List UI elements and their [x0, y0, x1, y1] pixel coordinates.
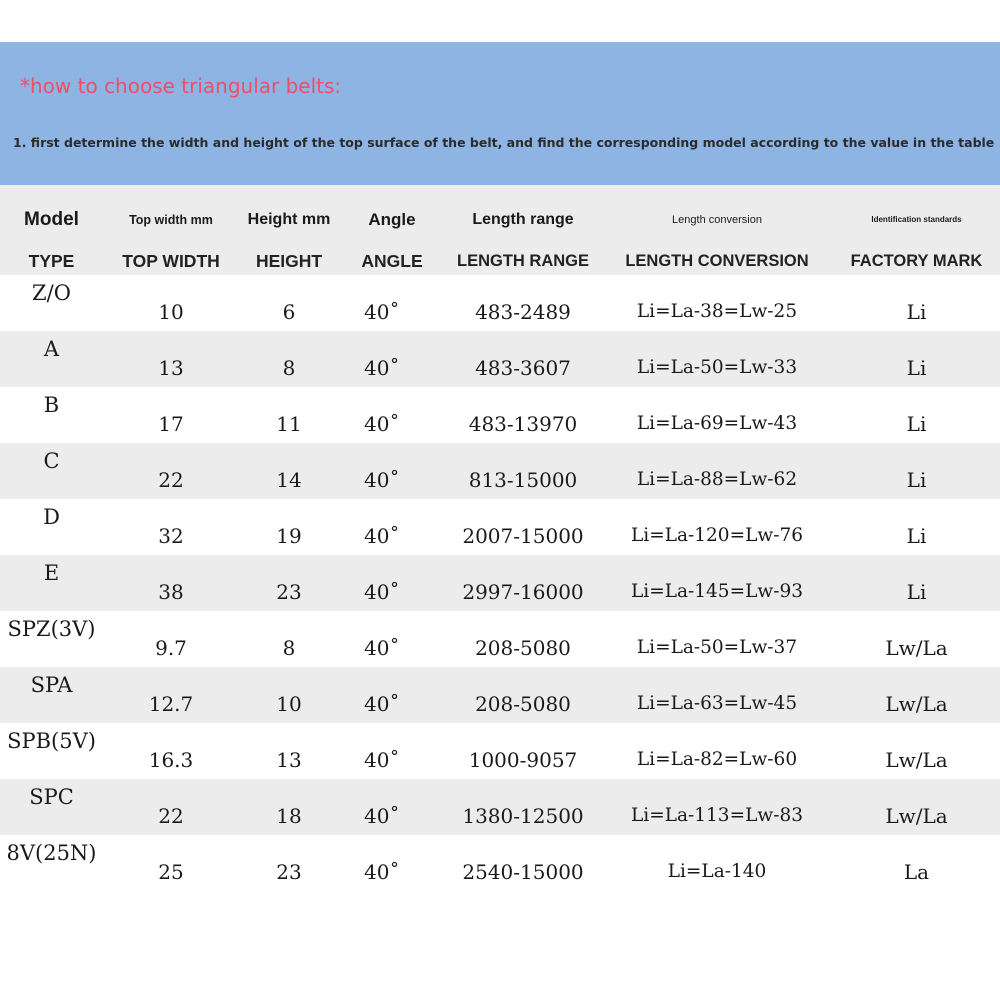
- row-factory-mark: Li: [906, 524, 927, 548]
- row-length-range: 1380-12500: [462, 804, 584, 828]
- row-top-width: 12.7: [148, 692, 194, 716]
- row-length-conversion: Li=La-50=Lw-33: [636, 357, 798, 378]
- row-factory-mark: Lw/La: [885, 636, 948, 660]
- header-model: Model: [24, 209, 79, 230]
- header-factory-mark: FACTORY MARK: [850, 252, 983, 270]
- row-angle: 40˚: [364, 356, 400, 380]
- row-height: 8: [282, 356, 296, 380]
- row-height: 19: [276, 524, 302, 548]
- row-model: C: [43, 449, 60, 473]
- row-length-range: 2007-15000: [462, 524, 584, 548]
- table-row: [0, 387, 1000, 443]
- row-length-conversion: Li=La-88=Lw-62: [636, 469, 798, 490]
- table-row: [0, 835, 1000, 891]
- header-top-width-en: TOP WIDTH: [122, 251, 220, 271]
- row-angle: 40˚: [364, 692, 400, 716]
- row-angle: 40˚: [364, 860, 400, 884]
- row-length-range: 483-13970: [468, 412, 578, 436]
- header-type: TYPE: [28, 251, 75, 271]
- row-model: 8V(25N): [6, 841, 97, 865]
- row-height: 13: [276, 748, 302, 772]
- row-factory-mark: Lw/La: [885, 804, 948, 828]
- row-angle: 40˚: [364, 412, 400, 436]
- table-row: [0, 275, 1000, 331]
- row-top-width: 16.3: [148, 748, 194, 772]
- row-model: B: [43, 393, 60, 417]
- row-factory-mark: Li: [906, 412, 927, 436]
- row-top-width: 17: [158, 412, 184, 436]
- header-length-conversion: Length conversion: [672, 214, 762, 226]
- row-length-conversion: Li=La-63=Lw-45: [636, 693, 798, 714]
- row-top-width: 22: [158, 468, 184, 492]
- header-height: Height mm: [247, 211, 331, 228]
- header-top-width: Top width mm: [129, 213, 213, 227]
- row-model: SPC: [29, 785, 74, 809]
- row-factory-mark: Li: [906, 356, 927, 380]
- header-height-en: HEIGHT: [255, 251, 323, 271]
- row-top-width: 13: [158, 356, 184, 380]
- table-row: [0, 555, 1000, 611]
- row-factory-mark: La: [903, 860, 930, 884]
- table-row: [0, 331, 1000, 387]
- instruction-banner: [0, 42, 1000, 185]
- row-model: E: [43, 561, 60, 585]
- row-model: SPB(5V): [7, 729, 96, 753]
- row-height: 10: [276, 692, 302, 716]
- row-height: 14: [276, 468, 302, 492]
- table-row: [0, 499, 1000, 555]
- row-angle: 40˚: [364, 804, 400, 828]
- row-length-range: 2997-16000: [462, 580, 584, 604]
- banner-description: 1. first determine the width and height of the top surface of the belt, and find the corresponding model according to the value in the table: [13, 135, 995, 150]
- row-top-width: 25: [158, 860, 184, 884]
- row-angle: 40˚: [364, 468, 400, 492]
- row-top-width: 10: [158, 300, 184, 324]
- row-length-conversion: Li=La-69=Lw-43: [636, 413, 798, 434]
- header-angle-en: ANGLE: [361, 251, 423, 271]
- row-length-range: 1000-9057: [468, 748, 578, 772]
- row-model: Z/O: [32, 281, 71, 305]
- row-length-conversion: Li=La-50=Lw-37: [636, 637, 798, 658]
- header-length-range: Length range: [472, 211, 574, 228]
- row-angle: 40˚: [364, 636, 400, 660]
- row-length-range: 208-5080: [475, 636, 571, 660]
- row-height: 8: [282, 636, 296, 660]
- row-factory-mark: Li: [906, 580, 927, 604]
- row-height: 23: [276, 860, 302, 884]
- table-row: [0, 779, 1000, 835]
- row-length-conversion: Li=La-113=Lw-83: [631, 805, 803, 826]
- row-model: SPA: [30, 673, 73, 697]
- row-height: 11: [276, 412, 302, 436]
- header-length-range-en: LENGTH RANGE: [457, 252, 589, 270]
- row-angle: 40˚: [364, 300, 400, 324]
- row-angle: 40˚: [364, 580, 400, 604]
- table-row: [0, 611, 1000, 667]
- row-length-conversion: Li=La-82=Lw-60: [636, 749, 798, 770]
- row-factory-mark: Lw/La: [885, 692, 948, 716]
- row-model: D: [43, 505, 60, 529]
- row-height: 23: [276, 580, 302, 604]
- header-identification-standards: Identification standards: [871, 215, 962, 224]
- row-model: A: [43, 337, 60, 361]
- table-row: [0, 443, 1000, 499]
- row-height: 6: [282, 300, 296, 324]
- row-top-width: 22: [158, 804, 184, 828]
- row-length-range: 208-5080: [475, 692, 571, 716]
- table-row: [0, 667, 1000, 723]
- header-length-conversion-en: LENGTH CONVERSION: [625, 252, 809, 270]
- row-factory-mark: Lw/La: [885, 748, 948, 772]
- banner-title: *how to choose triangular belts:: [20, 74, 342, 98]
- row-factory-mark: Li: [906, 300, 927, 324]
- row-top-width: 38: [158, 580, 184, 604]
- row-length-conversion: Li=La-140: [667, 861, 767, 882]
- row-length-conversion: Li=La-120=Lw-76: [631, 525, 803, 546]
- row-top-width: 32: [158, 524, 184, 548]
- table-row: [0, 723, 1000, 779]
- row-height: 18: [276, 804, 302, 828]
- header-angle: Angle: [368, 210, 416, 229]
- row-angle: 40˚: [364, 524, 400, 548]
- row-factory-mark: Li: [906, 468, 927, 492]
- row-model: SPZ(3V): [7, 617, 96, 641]
- row-length-range: 483-2489: [475, 300, 571, 324]
- row-angle: 40˚: [364, 748, 400, 772]
- row-length-conversion: Li=La-38=Lw-25: [636, 301, 798, 322]
- row-length-range: 813-15000: [468, 468, 578, 492]
- row-top-width: 9.7: [155, 636, 187, 660]
- row-length-range: 2540-15000: [462, 860, 584, 884]
- row-length-range: 483-3607: [475, 356, 571, 380]
- row-length-conversion: Li=La-145=Lw-93: [631, 581, 803, 602]
